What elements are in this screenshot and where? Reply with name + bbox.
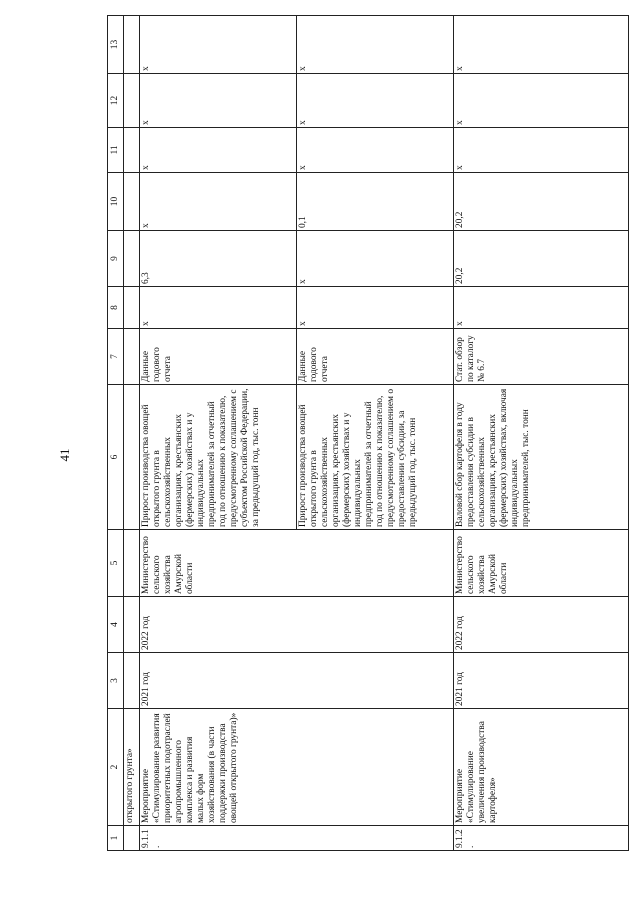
value-cell: х: [297, 128, 454, 173]
cell: [124, 597, 140, 653]
value-cell: х: [297, 16, 454, 74]
end-year: 2022 год: [140, 597, 454, 653]
value-cell: х: [454, 16, 629, 74]
value-cell: х: [454, 128, 629, 173]
cell: [124, 653, 140, 709]
indicator: Валовой сбор картофеля в году предоставления субсидии в сельскохозяйственных организациях, крестьянских (фермерских) хозяйствах, включая индивидуальных предпринимателей, тыс. тонн: [454, 385, 629, 530]
value-cell: х: [297, 231, 454, 287]
header-cell: 8: [108, 287, 124, 329]
header-row: [108, 16, 124, 851]
value-cell: х: [140, 287, 297, 329]
header-cell: 7: [108, 329, 124, 385]
header-cell: 9: [108, 231, 124, 287]
cell: [124, 128, 140, 173]
cell: [124, 826, 140, 851]
page-number: 41: [57, 448, 72, 462]
cell: [124, 329, 140, 385]
header-cell: 4: [108, 597, 124, 653]
value-cell: х: [454, 74, 629, 128]
header-cell: 12: [108, 74, 124, 128]
cell: [124, 231, 140, 287]
table-row: [140, 16, 297, 851]
executor: Министерство сельского хозяйства Амурской области: [140, 530, 454, 597]
data-source: Стат. обзор по каталогу № 6.7: [454, 329, 629, 385]
continuation-text: открытого грунта»: [124, 709, 140, 826]
value-cell: х: [297, 74, 454, 128]
cell: [124, 385, 140, 530]
data-source: Данные годового отчета: [297, 329, 454, 385]
value-cell: х: [140, 74, 297, 128]
end-year: 2022 год: [454, 597, 629, 653]
header-cell: 13: [108, 16, 124, 74]
value-cell: 20,2: [454, 173, 629, 231]
indicators-table: [107, 15, 629, 851]
indicator: Прирост производства овощей открытого грунта в сельскохозяйственных организациях, крестьянских (фермерских) хозяйствах и у индивидуальных предпринимателей за отчетный год по отношению к показателю, предусмотренному соглашением с субъектом Российской Федерации, за предыдущий год, тыс. тонн: [140, 385, 297, 530]
value-cell: 20,2: [454, 231, 629, 287]
start-year: 2021 год: [454, 653, 629, 709]
value-cell: х: [140, 173, 297, 231]
cell: [124, 173, 140, 231]
value-cell: 0,1: [297, 173, 454, 231]
cell: [124, 74, 140, 128]
row-id: 9.1.1.: [140, 826, 454, 851]
measure-name: Мероприятие «Стимулирование развития приоритетных подотраслей агропромышленного комплекса и развития малых форм хозяйствования (в части поддержки производства овощей открытого грунта)»: [140, 709, 454, 826]
value-cell: х: [140, 16, 297, 74]
header-cell: 1: [108, 826, 124, 851]
value-cell: х: [140, 128, 297, 173]
header-cell: 11: [108, 128, 124, 173]
value-cell: 6,3: [140, 231, 297, 287]
header-cell: 10: [108, 173, 124, 231]
continuation-row: [124, 16, 140, 851]
header-cell: 5: [108, 530, 124, 597]
indicator: Прирост производства овощей открытого грунта в сельскохозяйственных организациях, крестьянских (фермерских) хозяйствах и у индивидуальных предпринимателей за отчетный год по отношению к показателю, предусмотренному соглашением о предоставлении субсидии, за предыдущий год, тыс. тонн: [297, 385, 454, 530]
value-cell: х: [297, 287, 454, 329]
table-row: [454, 16, 629, 851]
executor: Министерство сельского хозяйства Амурской области: [454, 530, 629, 597]
rotated-table-wrapper: [107, 39, 531, 851]
value-cell: х: [454, 287, 629, 329]
cell: [124, 287, 140, 329]
header-cell: 6: [108, 385, 124, 530]
header-cell: 3: [108, 653, 124, 709]
cell: [124, 16, 140, 74]
data-source: Данные годового отчета: [140, 329, 297, 385]
row-id: 9.1.2.: [454, 826, 629, 851]
header-cell: 2: [108, 709, 124, 826]
cell: [124, 530, 140, 597]
start-year: 2021 год: [140, 653, 454, 709]
measure-name: Мероприятие «Стимулирование увеличения производства картофеля»: [454, 709, 629, 826]
